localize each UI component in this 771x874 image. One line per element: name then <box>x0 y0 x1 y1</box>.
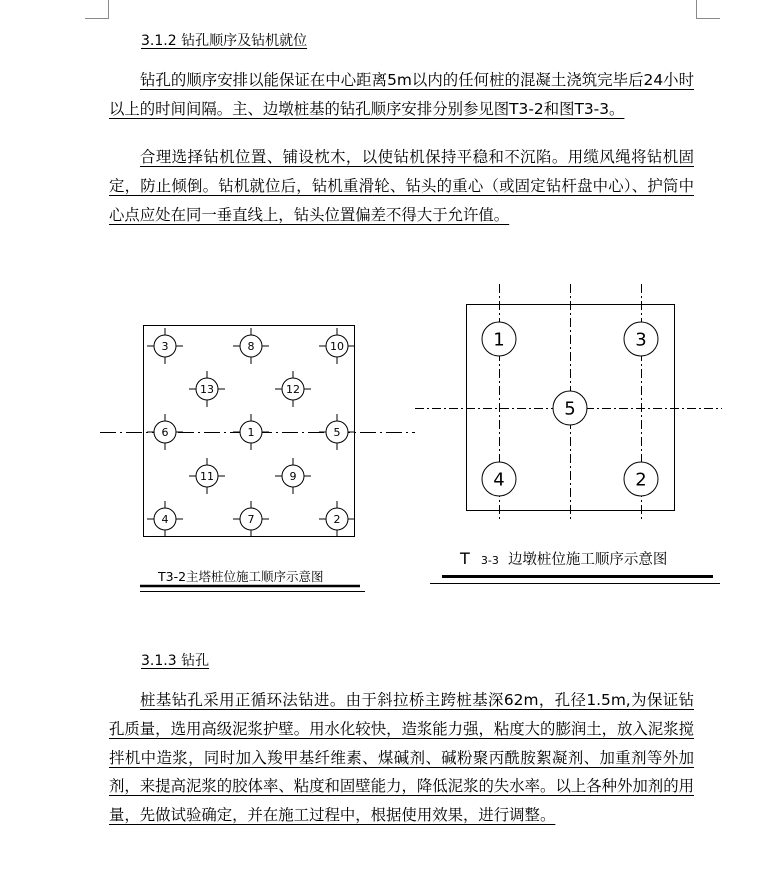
figure-caption: T3-2主塔桩位施工顺序示意图 <box>158 569 324 584</box>
pile-number: 7 <box>247 512 255 526</box>
pile-number: 2 <box>635 469 647 491</box>
pile-number: 12 <box>286 382 300 396</box>
pile-marker <box>482 462 516 496</box>
pile-number: 3 <box>635 329 647 351</box>
caption-text: 边墩桩位施工顺序示意图 <box>507 552 668 568</box>
caption-rule <box>430 574 730 586</box>
pile-number: 4 <box>493 469 505 491</box>
pile-marker <box>233 501 269 537</box>
caption-prefix: T <box>460 549 470 568</box>
pile-marker <box>275 458 311 494</box>
paragraph: 合理选择钻机位置、铺设枕木，以使钻机保持平稳和不沉陷。用缆风绳将钻机固定，防止倾倒。钻机就位后，钻机重滑轮、钻头的重心（或固定钻杆盘中心）、护筒中心点应处在同一垂直线上，钻头位置偏差不得大于允许值。 <box>109 148 694 224</box>
figure-caption <box>460 548 667 569</box>
pile-marker <box>233 328 269 364</box>
pile-number: 5 <box>333 425 341 439</box>
pile-group <box>147 328 355 537</box>
caption-rule <box>140 584 370 594</box>
pile-number: 11 <box>200 469 214 483</box>
pile-marker <box>482 322 516 356</box>
pile-number: 4 <box>161 512 169 526</box>
section-heading: 3.1.3 钻孔 <box>141 653 210 669</box>
pile-marker <box>189 458 225 494</box>
pile-marker <box>233 414 269 450</box>
pile-number: 1 <box>493 329 505 351</box>
pile-marker <box>147 414 183 450</box>
pile-marker <box>189 371 225 407</box>
pile-marker <box>275 371 311 407</box>
pile-marker <box>147 328 183 364</box>
section-heading: 3.1.2 钻孔顺序及钻机就位 <box>141 33 308 49</box>
pile-marker <box>319 501 355 537</box>
side-pier-pile-diagram <box>410 280 730 520</box>
crop-mark-top-right <box>690 0 720 22</box>
paragraph: 钻孔的顺序安排以能保证在中心距离5m以内的任何桩的混凝土浇筑完毕后24小时以上的时间间隔。主、边墩桩基的钻孔顺序安排分别参见图T3-2和图T3-3。 <box>109 71 694 118</box>
pile-number: 9 <box>289 469 297 483</box>
pile-marker <box>624 462 658 496</box>
caption-number: 3-3 <box>480 554 499 567</box>
main-tower-pile-diagram <box>95 315 425 550</box>
pile-number: 1 <box>247 425 255 439</box>
pile-number: 5 <box>564 398 576 420</box>
pile-number: 6 <box>161 425 169 439</box>
pile-marker <box>319 328 355 364</box>
pile-number: 8 <box>247 339 255 353</box>
pile-marker <box>319 414 355 450</box>
pile-marker <box>624 322 658 356</box>
pile-marker <box>553 391 587 425</box>
pile-number: 10 <box>330 339 344 353</box>
pile-number: 13 <box>200 382 214 396</box>
paragraph: 桩基钻孔采用正循环法钻进。由于斜拉桥主跨桩基深62m，孔径1.5m,为保证钻孔质量，选用高级泥浆护壁。用水化较快，造浆能力强，粘度大的膨润土，放入泥浆搅拌机中造浆，同时加入羧甲基纤维素、煤碱剂、碱粉聚丙酰胺絮凝剂、加重剂等外加剂，来提高泥浆的胶体率、粘度和固壁能力，降低泥浆的失水率。以上各种外加剂的用量，先做试验确定，并在施工过程中，根据使用效果，进行调整。 <box>109 691 694 825</box>
pile-number: 2 <box>333 512 341 526</box>
pile-number: 3 <box>161 339 169 353</box>
crop-mark-top-left <box>85 0 115 22</box>
pile-marker <box>147 501 183 537</box>
